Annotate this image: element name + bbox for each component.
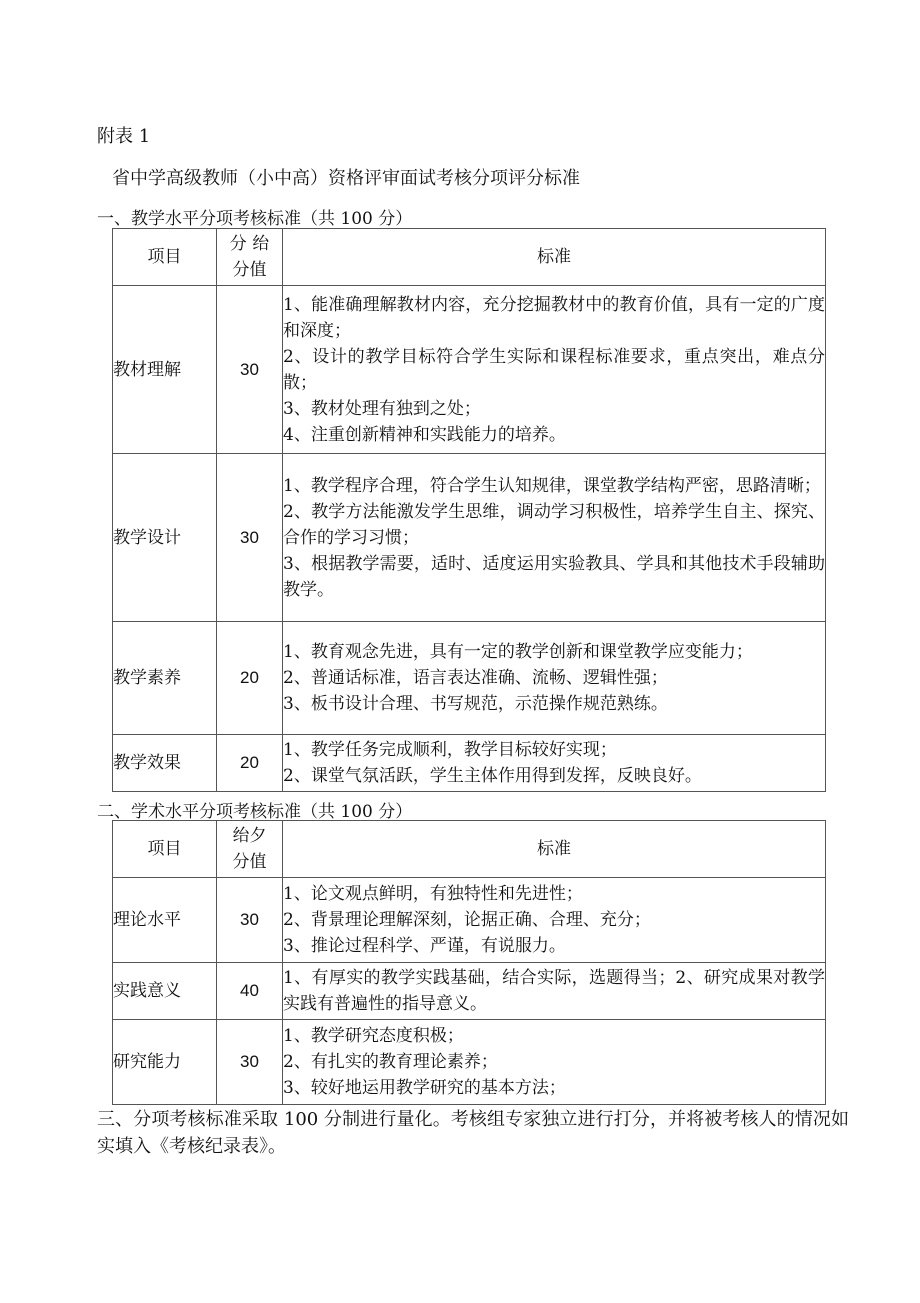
row-standard bbox=[283, 454, 826, 622]
teaching-standards-table bbox=[112, 228, 826, 792]
standard-line: 2、背景理论理解深刻，论据正确、合理、充分； bbox=[283, 910, 651, 930]
row-item: 研究能力 bbox=[113, 1020, 217, 1105]
appendix-label: 附表 1 bbox=[97, 126, 151, 147]
row-standard bbox=[283, 735, 826, 792]
row-score: 40 bbox=[217, 963, 283, 1020]
table-row bbox=[113, 735, 826, 792]
table-row bbox=[113, 622, 826, 735]
row-score: 30 bbox=[217, 286, 283, 454]
footer-note: 三、分项考核标准采取 100 分制进行量化。考核组专家独立进行打分，并将被考核人的情况如实填入《考核纪录表》。 bbox=[97, 1109, 849, 1157]
header-score bbox=[217, 229, 283, 286]
table-row bbox=[113, 963, 826, 1020]
row-item: 教学设计 bbox=[113, 454, 217, 622]
table-header-row bbox=[113, 229, 826, 286]
standard-line: 3、较好地运用教学研究的基本方法； bbox=[283, 1078, 566, 1098]
standard-line: 1、教育观念先进，具有一定的教学创新和课堂教学应变能力； bbox=[283, 642, 753, 662]
standard-line: 2、教学方法能激发学生思维，调动学习积极性，培养学生自主、探究、合作的学习习惯； bbox=[283, 501, 825, 548]
standard-line: 3、根据教学需要，适时、适度运用实验教具、学具和其他技术手段辅助教学。 bbox=[283, 553, 825, 600]
row-score: 30 bbox=[217, 1020, 283, 1105]
standard-line: 4、注重创新精神和实践能力的培养。 bbox=[283, 424, 566, 445]
standard-line: 1、论文观点鲜明，有独特性和先进性； bbox=[283, 884, 583, 904]
header-score-bottom: 分值 bbox=[232, 260, 267, 280]
table-row bbox=[113, 878, 826, 963]
row-item: 教学效果 bbox=[113, 735, 217, 792]
section1-heading: 一、教学水平分项考核标准（共 100 分） bbox=[97, 209, 413, 229]
row-standard bbox=[283, 622, 826, 735]
academic-standards-table bbox=[112, 820, 826, 1105]
standard-line: 3、推论过程科学、严谨，有说服力。 bbox=[283, 936, 566, 956]
row-score: 20 bbox=[217, 735, 283, 792]
row-item: 实践意义 bbox=[113, 963, 217, 1020]
header-standard: 标准 bbox=[283, 821, 826, 878]
header-score-bottom: 分值 bbox=[232, 852, 267, 872]
standard-line: 2、普通话标准，语言表达准确、流畅、逻辑性强； bbox=[283, 668, 668, 688]
row-score: 30 bbox=[217, 878, 283, 963]
row-standard bbox=[283, 1020, 826, 1105]
row-score: 30 bbox=[217, 454, 283, 622]
standard-line: 1、有厚实的教学实践基础，结合实际，选题得当；2、研究成果对教学实践有普遍性的指导意义。 bbox=[283, 968, 825, 1014]
standard-line: 2、有扎实的教育理论素养； bbox=[283, 1052, 498, 1072]
row-item: 教材理解 bbox=[113, 286, 217, 454]
header-standard: 标准 bbox=[283, 229, 826, 286]
table-row bbox=[113, 1020, 826, 1105]
header-score-top: 分 绐 bbox=[229, 234, 270, 254]
standard-line: 1、教学任务完成顺利，教学目标较好实现； bbox=[283, 740, 617, 760]
document-title: 省中学高级教师（小中高）资格评审面试考核分项评分标准 bbox=[112, 168, 580, 189]
section2-heading: 二、学术水平分项考核标准（共 100 分） bbox=[97, 802, 413, 822]
standard-line: 1、教学程序合理，符合学生认知规律，课堂教学结构严密，思路清晰； bbox=[283, 475, 821, 496]
row-item: 教学素养 bbox=[113, 622, 217, 735]
row-score: 20 bbox=[217, 622, 283, 735]
row-standard bbox=[283, 878, 826, 963]
row-standard bbox=[283, 286, 826, 454]
standard-line: 2、课堂气氛活跃，学生主体作用得到发挥，反映良好。 bbox=[283, 766, 702, 786]
table-header-row bbox=[113, 821, 826, 878]
table-row bbox=[113, 454, 826, 622]
header-score-top: 绐夕 bbox=[232, 826, 267, 846]
standard-line: 3、板书设计合理、书写规范，示范操作规范熟练。 bbox=[283, 694, 668, 714]
standard-line: 3、教材处理有独到之处； bbox=[283, 398, 481, 419]
row-item: 理论水平 bbox=[113, 878, 217, 963]
standard-line: 2、设计的教学目标符合学生实际和课程标准要求，重点突出，难点分散； bbox=[283, 346, 825, 393]
standard-line: 1、教学研究态度积极； bbox=[283, 1026, 464, 1046]
header-score bbox=[217, 821, 283, 878]
standard-line: 1、能准确理解教材内容，充分挖掘教材中的教育价值，具有一定的广度和深度； bbox=[283, 294, 825, 341]
row-standard bbox=[283, 963, 826, 1020]
header-item: 项目 bbox=[113, 821, 217, 878]
header-item: 项目 bbox=[113, 229, 217, 286]
table-row bbox=[113, 286, 826, 454]
